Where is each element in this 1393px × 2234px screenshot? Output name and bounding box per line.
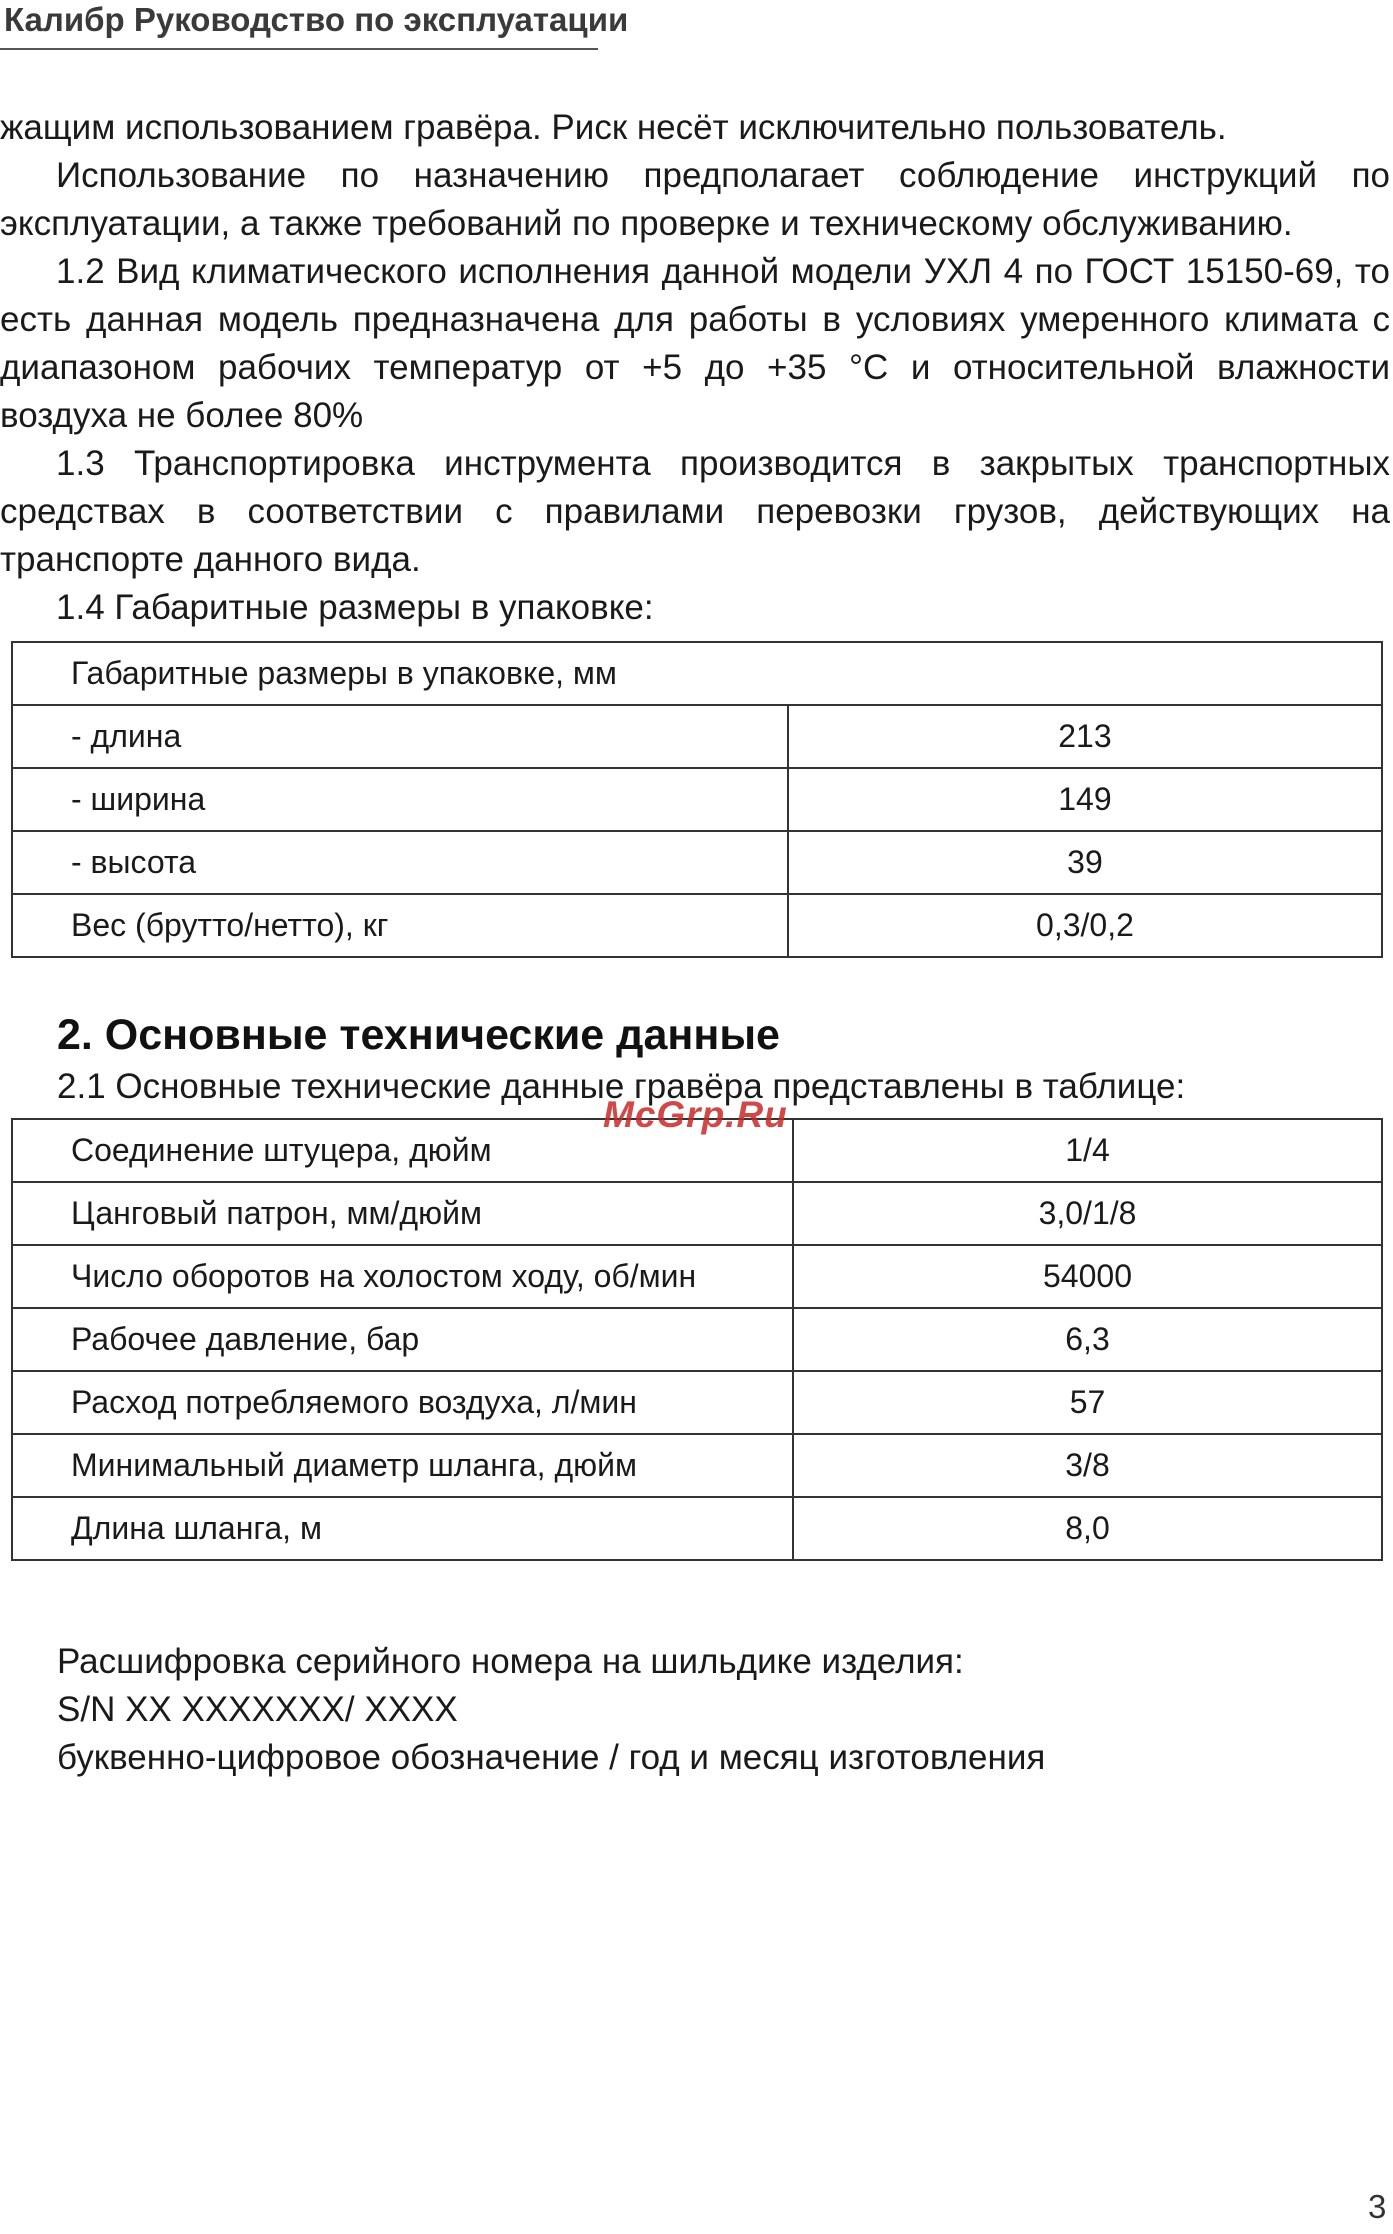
serial-explanation: буквенно-цифровое обозначение / год и месяц изготовления bbox=[57, 1738, 1046, 1777]
row-value: 6,3 bbox=[793, 1308, 1382, 1371]
row-label: Расход потребляемого воздуха, л/мин bbox=[12, 1371, 793, 1434]
row-label: Минимальный диаметр шланга, дюйм bbox=[12, 1434, 793, 1497]
body-text bbox=[0, 104, 1390, 632]
dimensions-table bbox=[11, 641, 1383, 958]
row-value: 149 bbox=[788, 768, 1382, 831]
row-value: 0,3/0,2 bbox=[788, 894, 1382, 957]
table-row bbox=[12, 1371, 1382, 1434]
page-number: 3 bbox=[1368, 2188, 1387, 2225]
running-header: Калибр Руководство по эксплуатации bbox=[4, 1, 629, 38]
row-value: 57 bbox=[793, 1371, 1382, 1434]
table-row bbox=[12, 1434, 1382, 1497]
paragraph-continuation: жащим использованием гравёра. Риск несёт исключительно пользователь. bbox=[0, 108, 1227, 147]
dimensions-table-header: Габаритные размеры в упаковке, мм bbox=[12, 642, 1382, 705]
row-value: 1/4 bbox=[793, 1119, 1382, 1182]
row-value: 39 bbox=[788, 831, 1382, 894]
table-row bbox=[12, 1245, 1382, 1308]
row-value: 3,0/1/8 bbox=[793, 1182, 1382, 1245]
row-label: - ширина bbox=[12, 768, 788, 831]
paragraph-climate: 1.2 Вид климатического исполнения данной модели УХЛ 4 по ГОСТ 15150-69, то есть данная модель предназначена для работы в условиях умеренного климата с диапазоном рабочих температур от +5 до +35 °С и относительной влажности воздуха не более 80% bbox=[0, 252, 1390, 435]
row-value: 3/8 bbox=[793, 1434, 1382, 1497]
serial-number-block bbox=[57, 1638, 1045, 1782]
serial-format: S/N XX XXXXXXX/ XXXX bbox=[57, 1690, 458, 1729]
table-row bbox=[12, 705, 1382, 768]
row-value: 8,0 bbox=[793, 1497, 1382, 1560]
table-row bbox=[12, 768, 1382, 831]
section-intro: 2.1 Основные технические данные гравёра представлены в таблице: bbox=[57, 1067, 1186, 1106]
row-label: - длина bbox=[12, 705, 788, 768]
row-value: 213 bbox=[788, 705, 1382, 768]
watermark: McGrp.Ru bbox=[603, 1094, 788, 1135]
row-value: 54000 bbox=[793, 1245, 1382, 1308]
table-row bbox=[12, 831, 1382, 894]
tech-specs-table bbox=[11, 1118, 1383, 1561]
table-row bbox=[12, 1182, 1382, 1245]
serial-caption: Расшифровка серийного номера на шильдике изделия: bbox=[57, 1642, 964, 1681]
row-label: Число оборотов на холостом ходу, об/мин bbox=[12, 1245, 793, 1308]
row-label: Соединение штуцера, дюйм bbox=[12, 1119, 793, 1182]
paragraph-dimensions-intro: 1.4 Габаритные размеры в упаковке: bbox=[56, 588, 654, 627]
table-row bbox=[12, 1497, 1382, 1560]
table-row bbox=[12, 894, 1382, 957]
section-heading: 2. Основные технические данные bbox=[57, 1011, 780, 1059]
paragraph-intended-use: Использование по назначению предполагает соблюдение инструкций по эксплуатации, а также требований по проверке и техническому обслуживанию. bbox=[0, 156, 1390, 243]
row-label: Цанговый патрон, мм/дюйм bbox=[12, 1182, 793, 1245]
row-label: Длина шланга, м bbox=[12, 1497, 793, 1560]
header-divider bbox=[0, 48, 598, 50]
paragraph-transport: 1.3 Транспортировка инструмента производится в закрытых транспортных средствах в соответствии с правилами перевозки грузов, действующих на транспорте данного вида. bbox=[0, 444, 1390, 579]
table-row bbox=[12, 1308, 1382, 1371]
row-label: - высота bbox=[12, 831, 788, 894]
table-header-row bbox=[12, 642, 1382, 705]
row-label: Вес (брутто/нетто), кг bbox=[12, 894, 788, 957]
row-label: Рабочее давление, бар bbox=[12, 1308, 793, 1371]
